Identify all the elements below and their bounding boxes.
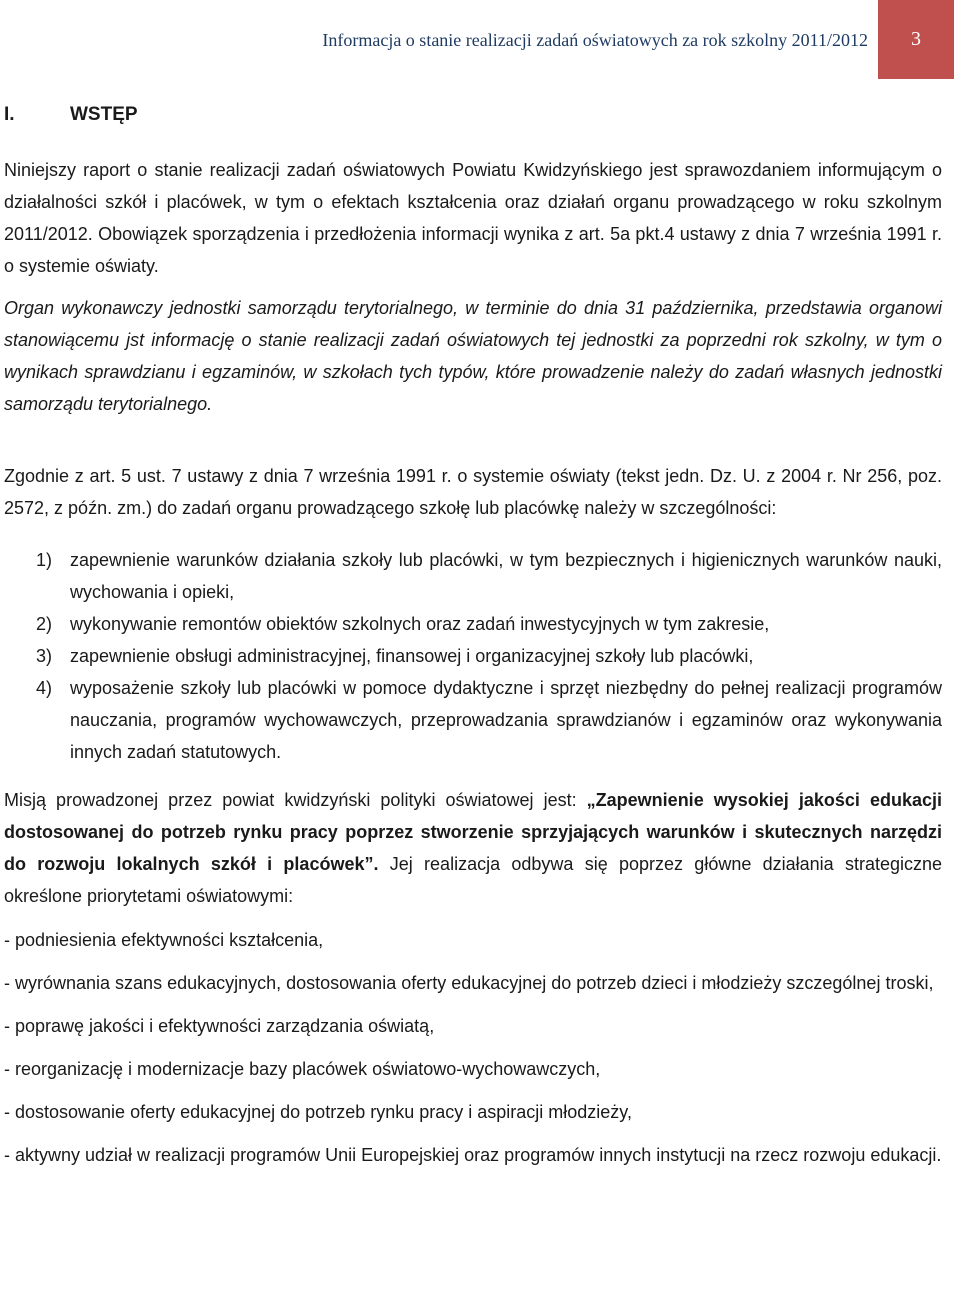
list-marker: 4) <box>36 678 53 698</box>
list-item: - dostosowanie oferty edukacyjnej do potrzeb rynku pracy i aspiracji młodzieży, <box>4 1102 632 1122</box>
page-header <box>0 0 960 80</box>
list-item: - reorganizację i modernizacje bazy placówek oświatowo-wychowawczych, <box>4 1059 601 1079</box>
legal-quote-paragraph: Organ wykonawczy jednostki samorządu terytorialnego, w terminie do dnia 31 października, przedstawia organowi stanowiącemu jst informację o stanie realizacji zadań oświatowych tej jednostki za poprzedni rok szkolny, w tym o wynikach sprawdzianu i egzaminów, w szkołach tych typów, które prowadzenie należy do zadań własnych jednostki samorządu terytorialnego. <box>4 298 942 414</box>
list-item <box>4 640 942 672</box>
list-item-text: zapewnienie obsługi administracyjnej, finansowej i organizacyjnej szkoły lub placówki, <box>70 646 754 666</box>
mission-suffix: Jej realizacja odbywa się poprzez główne działania strategiczne określone priorytetami oświatowymi: <box>4 854 943 906</box>
list-item: - podniesienia efektywności kształcenia, <box>4 930 324 950</box>
intro-paragraph: Niniejszy raport o stanie realizacji zadań oświatowych Powiatu Kwidzyńskiego jest sprawozdaniem informującym o działalności szkół i placówek, w tym o efektach kształcenia oraz działań organu prowadzącego w roku szkolnym 2011/2012. Obowiązek sporządzenia i przedłożenia informacji wynika z art. 5a pkt.4 ustawy z dnia 7 września 1991 r. o systemie oświaty. <box>4 160 942 276</box>
list-marker: 2) <box>36 614 53 634</box>
list-marker: 1) <box>36 550 53 570</box>
document-title: Informacja o stanie realizacji zadań oświatowych za rok szkolny 2011/2012 <box>322 30 868 50</box>
list-item <box>4 544 942 608</box>
law-paragraph: Zgodnie z art. 5 ust. 7 ustawy z dnia 7 września 1991 r. o systemie oświaty (tekst jedn. Dz. U. z 2004 r. Nr 256, poz. 2572, z późn. zm.) do zadań organu prowadzącego szkołę lub placówkę należy w szczególności: <box>4 466 942 518</box>
list-item: - wyrównania szans edukacyjnych, dostosowania oferty edukacyjnej do potrzeb dzieci i młodzieży szczególnej troski, <box>4 973 934 993</box>
section-title: WSTĘP <box>70 104 138 125</box>
list-item-text: wyposażenie szkoły lub placówki w pomoce dydaktyczne i sprzęt niezbędny do pełnej realizacji programów nauczania, programów wychowawczych, przeprowadzania sprawdzianów i egzaminów oraz wykonywania innych zadań statutowych. <box>70 678 942 762</box>
list-item-text: zapewnienie warunków działania szkoły lub placówki, w tym bezpiecznych i higienicznych warunków nauki, wychowania i opieki, <box>70 550 942 602</box>
page-number-box <box>878 0 954 79</box>
tasks-list <box>4 544 942 768</box>
mission-prefix: Misją prowadzonej przez powiat kwidzyński polityki oświatowej jest: <box>4 790 587 810</box>
list-item: - poprawę jakości i efektywności zarządzania oświatą, <box>4 1016 435 1036</box>
page-number: 3 <box>911 28 921 50</box>
mission-statement: „Zapewnienie wysokiej jakości edukacji dostosowanej do potrzeb rynku pracy poprzez stworzenie sprzyjających warunków i skutecznych narzędzi do rozwoju lokalnych szkół i placówek”. <box>4 790 942 874</box>
priorities-list <box>4 924 942 1171</box>
list-item <box>4 608 942 640</box>
section-heading <box>4 104 942 130</box>
list-item <box>4 672 942 768</box>
list-marker: 3) <box>36 646 53 666</box>
mission-paragraph <box>4 784 942 912</box>
section-number: I. <box>4 104 15 125</box>
document-body <box>4 100 942 1182</box>
list-item-text: wykonywanie remontów obiektów szkolnych oraz zadań inwestycyjnych w tym zakresie, <box>70 614 770 634</box>
list-item: - aktywny udział w realizacji programów Unii Europejskiej oraz programów innych instytucji na rzecz rozwoju edukacji. <box>4 1145 942 1165</box>
